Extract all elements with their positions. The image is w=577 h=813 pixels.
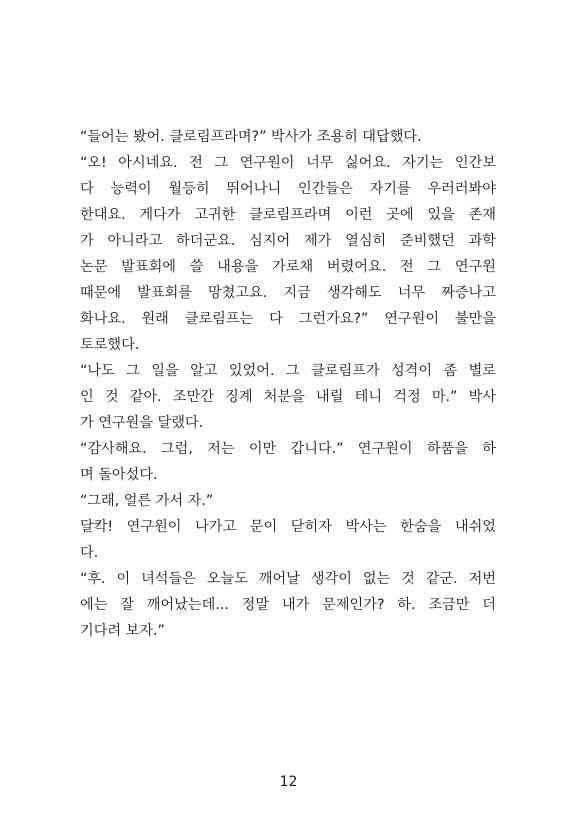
- text-line: 화나요. 원래 클로림프는 다 그런가요?” 연구원이 불만을: [80, 311, 496, 327]
- text-line: 가 아니라고 하더군요. 심지어 제가 열심히 준비했던 과학: [80, 233, 496, 249]
- text-line: 기다려 보자.”: [80, 623, 165, 639]
- paragraph: [80, 514, 496, 566]
- paragraph: [80, 150, 496, 358]
- page-body: [80, 124, 496, 644]
- text-line: “후. 이 녀석들은 오늘도 깨어날 생각이 없는 것 같군. 저번: [80, 571, 496, 587]
- paragraph: [80, 436, 496, 488]
- text-line: 논문 발표회에 쓸 내용을 가로채 버렸어요. 전 그 연구원: [80, 259, 496, 275]
- text-line: “그래, 얼른 가서 자.”: [80, 493, 214, 509]
- text-line: 에는 잘 깨어났는데... 정말 내가 문제인가? 하. 조금만 더: [80, 597, 496, 613]
- text-line: “나도 그 일을 알고 있었어. 그 클로림프가 성격이 좀 별로: [80, 363, 496, 379]
- text-line: 토로했다.: [80, 337, 140, 353]
- paragraph: [80, 488, 496, 514]
- text-line: “감사해요. 그럼, 저는 이만 갑니다.” 연구원이 하품을 하: [80, 441, 496, 457]
- text-line: 한대요. 게다가 고귀한 클로림프라며 이런 곳에 있을 존재: [80, 207, 496, 223]
- text-line: “오! 아시네요. 전 그 연구원이 너무 싫어요. 자기는 인간보: [80, 155, 496, 171]
- page-number: 12: [279, 774, 298, 790]
- text-line: 다.: [80, 545, 99, 561]
- text-line: 인 것 같아. 조만간 징계 처분을 내릴 테니 걱정 마.” 박사: [80, 389, 496, 405]
- text-line: “들어는 봤어. 클로림프라며?” 박사가 조용히 대답했다.: [80, 129, 422, 145]
- paragraph: [80, 566, 496, 644]
- text-line: 다 능력이 월등히 뛰어나니 인간들은 자기를 우러러봐야: [80, 181, 496, 197]
- paragraph: [80, 124, 496, 150]
- text-line: 가 연구원을 달랬다.: [80, 415, 204, 431]
- paragraph: [80, 358, 496, 436]
- text-line: 때문에 발표회를 망쳤고요. 지금 생각해도 너무 짜증나고: [80, 285, 496, 301]
- text-line: 며 돌아섰다.: [80, 467, 158, 483]
- text-line: 달칵! 연구원이 나가고 문이 닫히자 박사는 한숨을 내쉬었: [80, 519, 496, 535]
